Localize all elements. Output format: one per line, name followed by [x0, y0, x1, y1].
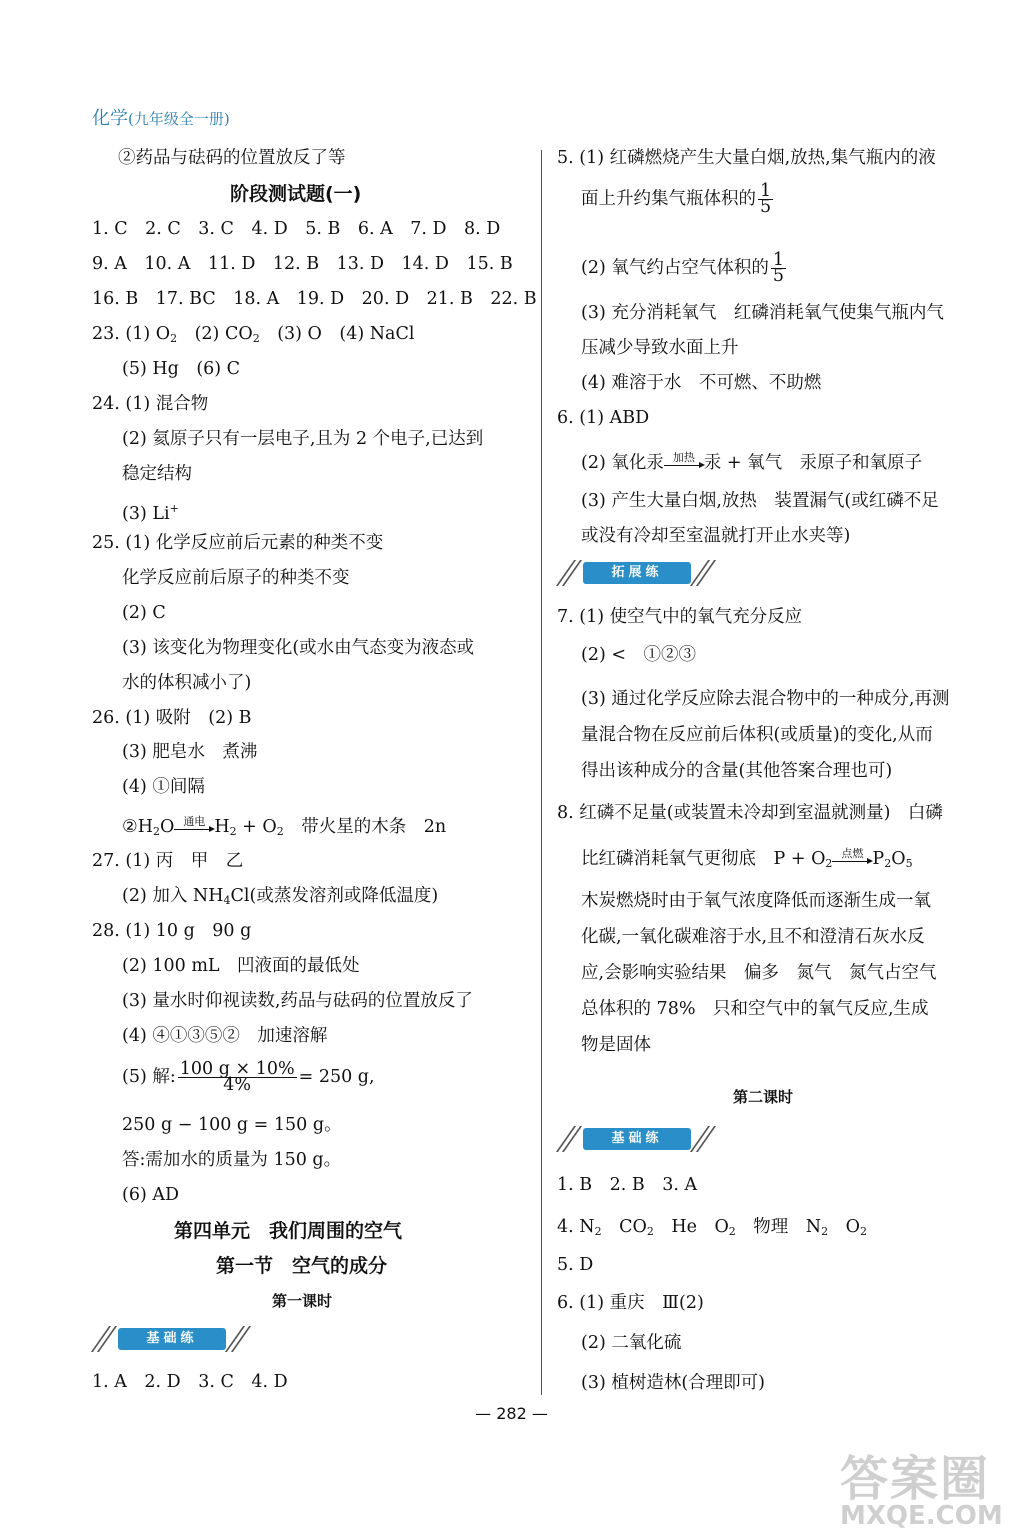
- answer-line: 总体积的 78% 只和空气中的氧气反应,生成: [581, 999, 929, 1019]
- answer-line: (2) 氦原子只有一层电子,且为 2 个电子,已达到: [122, 429, 484, 449]
- answer-line: (4) 难溶于水 不可燃、不助燃: [581, 373, 822, 393]
- answer-line: 28. (1) 10 g 90 g: [92, 921, 252, 941]
- fraction-line: 面上升约集气瓶体积的 $\frac{1}{5}$: [581, 181, 772, 217]
- answer-line: 量混合物在反应前后体积(或质量)的变化,从而: [581, 725, 933, 745]
- answer-line: (5) Hg (6) C: [122, 359, 241, 379]
- reaction-arrow: 加热: [664, 455, 704, 473]
- answer-line: 木炭燃烧时由于氧气浓度降低而逐渐生成一氧: [581, 891, 931, 911]
- answer-line: 4. $N_2$ $CO_2$ He $O_2$ 物理 $N_2$ $O_2$: [557, 1217, 867, 1238]
- equation-line: 比红磷消耗氧气更彻底 $P + O_2$ 点燃 $P_2O_5$: [581, 846, 913, 870]
- answer-line: (3) 植树造林(合理即可): [581, 1373, 766, 1393]
- answer-line: 答:需加水的质量为 150 g。: [122, 1150, 342, 1170]
- answer-line: 稳定结构: [122, 464, 192, 484]
- equation-line: (2) 氧化汞 加热 汞 + 氧气 汞原子和氧原子: [581, 450, 923, 473]
- answer-line: 1. C 2. C 3. C 4. D 5. B 6. A 7. D 8. D: [92, 219, 501, 239]
- answer-line: 化碳,一氧化碳难溶于水,且不和澄清石灰水反: [581, 927, 925, 947]
- answer-line: 25. (1) 化学反应前后元素的种类不变: [92, 533, 384, 553]
- answer-line: (2) 二氧化硫: [581, 1333, 682, 1353]
- answer-line: ②药品与砝码的位置放反了等: [118, 148, 346, 168]
- answer-line: 1. A 2. D 3. C 4. D: [92, 1372, 288, 1392]
- answer-line: 6. (1) 重庆 Ⅲ(2): [557, 1293, 704, 1313]
- answer-line: (4) ①间隔: [122, 777, 205, 797]
- header-subject: 化学: [92, 108, 128, 129]
- answer-line: (3) 肥皂水 煮沸: [122, 742, 258, 762]
- column-divider: [541, 150, 542, 1395]
- answer-line: (3) Li+: [122, 502, 179, 524]
- answer-line: (3) 量水时仰视读数,药品与砝码的位置放反了: [122, 991, 473, 1011]
- answer-line: 23. (1) $O_2$ (2) $CO_2$ (3) O (4) NaCl: [92, 324, 415, 345]
- answer-line: 应,会影响实验结果 偏多 氮气 氮气占空气: [581, 963, 937, 983]
- answer-line: 250 g − 100 g = 150 g。: [122, 1115, 342, 1135]
- fraction: $\frac{1}{5}$: [772, 250, 784, 286]
- answer-line: 或没有冷却至室温就打开止水夹等): [581, 526, 851, 546]
- answer-line: 16. B 17. BC 18. A 19. D 20. D 21. B 22. B: [92, 289, 537, 309]
- fraction-line: (5) 解: $\frac{100 g \times 10\%}{4\%}$ = 250 g,: [122, 1059, 375, 1095]
- answer-line: (2) 100 mL 凹液面的最低处: [122, 956, 360, 976]
- answer-line: 压减少导致水面上升: [581, 338, 739, 358]
- unit-title: 第四单元 我们周围的空气: [174, 1220, 403, 1242]
- answer-line: 化学反应前后原子的种类不变: [122, 568, 350, 588]
- lesson-title: 第一课时: [272, 1292, 333, 1310]
- equation-line: $②H_2O$ 通电 $H_2 + O_2$ 带火星的木条 2n: [122, 814, 447, 838]
- answer-line: (2) < ①②③: [581, 645, 697, 665]
- header-edition: (九年级全一册): [128, 110, 230, 128]
- lesson-title: 第二课时: [733, 1088, 794, 1106]
- answer-line: 得出该种成分的含量(其他答案合理也可): [581, 761, 893, 781]
- answer-line: 26. (1) 吸附 (2) B: [92, 708, 252, 728]
- answer-line: 6. (1) ABD: [557, 408, 650, 428]
- basic-practice-banner: 基础练: [557, 1126, 717, 1154]
- answer-line: 5. D: [557, 1255, 594, 1275]
- reaction-arrow: 通电: [174, 819, 214, 837]
- extension-practice-banner: 拓展练: [557, 560, 717, 588]
- page-number: — 282 —: [475, 1404, 548, 1423]
- answer-line: 27. (1) 丙 甲 乙: [92, 851, 244, 871]
- answer-line: 物是固体: [581, 1035, 651, 1055]
- answer-line: (4) ④①③⑤② 加速溶解: [122, 1026, 328, 1046]
- answer-line: 8. 红磷不足量(或装置未冷却到室温就测量) 白磷: [557, 803, 943, 823]
- answer-line: (2) 加入 $NH_4Cl$(或蒸发溶剂或降低温度): [122, 886, 439, 907]
- basic-practice-banner: 基础练: [92, 1326, 252, 1354]
- answer-line: 24. (1) 混合物: [92, 394, 209, 414]
- answer-line: 7. (1) 使空气中的氧气充分反应: [557, 607, 803, 627]
- answer-line: (2) C: [122, 603, 166, 623]
- answer-line: 水的体积减小了): [122, 673, 252, 693]
- watermark-text: 答案圈: [840, 1451, 991, 1507]
- watermark-url: MXQE.COM: [840, 1501, 1003, 1531]
- stage-test-title: 阶段测试题(一): [230, 183, 362, 205]
- fraction: $\frac{100 g \times 10\%}{4\%}$: [179, 1059, 295, 1095]
- answer-line: (3) 该变化为物理变化(或水由气态变为液态或: [122, 638, 475, 658]
- answer-line: (3) 通过化学反应除去混合物中的一种成分,再测: [581, 689, 950, 709]
- fraction: $\frac{1}{5}$: [760, 181, 772, 217]
- answer-line: 1. B 2. B 3. A: [557, 1175, 698, 1195]
- answer-line: (6) AD: [122, 1185, 180, 1205]
- reaction-arrow: 点燃: [832, 851, 872, 869]
- section-title: 第一节 空气的成分: [216, 1255, 388, 1277]
- answer-line: 9. A 10. A 11. D 12. B 13. D 14. D 15. B: [92, 254, 513, 274]
- fraction-line: (2) 氧气约占空气体积的 $\frac{1}{5}$: [581, 250, 784, 286]
- running-header: [92, 104, 230, 130]
- answer-line: (3) 充分消耗氧气 红磷消耗氧气使集气瓶内气: [581, 303, 944, 323]
- answer-line: (3) 产生大量白烟,放热 装置漏气(或红磷不足: [581, 491, 939, 511]
- watermark-logo: [840, 1440, 1010, 1530]
- answer-line: 5. (1) 红磷燃烧产生大量白烟,放热,集气瓶内的液: [557, 148, 936, 168]
